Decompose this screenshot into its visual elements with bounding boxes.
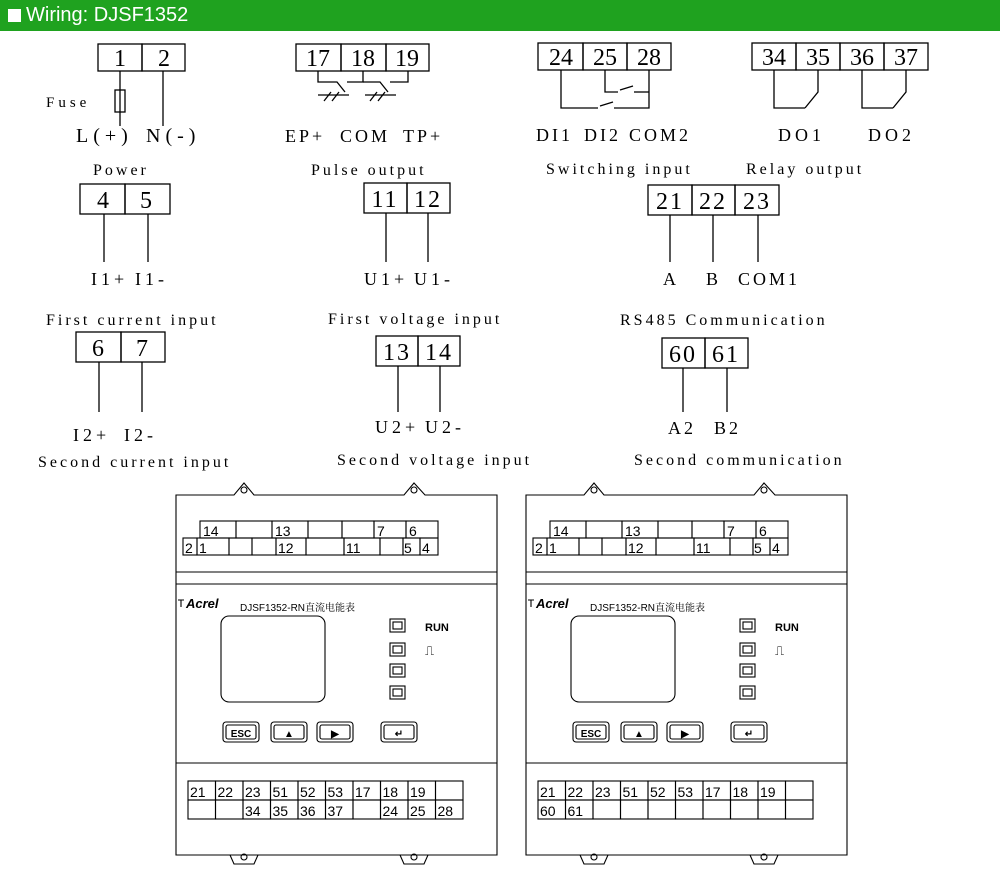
- terminal-number: 25: [410, 803, 426, 819]
- terminal-label: 34: [762, 45, 786, 71]
- mount-hole: [591, 487, 597, 493]
- signal-label: TP+: [403, 126, 444, 146]
- terminal-cell: [758, 800, 786, 819]
- terminal-number: 2: [535, 540, 543, 556]
- second-communication-group: [634, 338, 845, 469]
- terminal-label: 19: [395, 46, 419, 72]
- terminal-cell: [786, 800, 814, 819]
- terminal-number: 2: [185, 540, 193, 556]
- indicator-led: [740, 664, 755, 677]
- terminal-label: 5: [140, 188, 152, 214]
- terminal-number: 5: [754, 540, 762, 556]
- pulse-output-group: [285, 44, 443, 179]
- terminal-cell: [602, 538, 626, 555]
- indicator-led: [740, 619, 755, 632]
- terminal-number: 13: [625, 523, 641, 539]
- terminal-number: 12: [628, 540, 644, 556]
- terminal-label: 22: [699, 189, 727, 215]
- terminal-number: 23: [245, 784, 261, 800]
- mount-hole: [241, 487, 247, 493]
- terminal-number: 22: [567, 784, 584, 800]
- terminal-number: 37: [327, 803, 344, 819]
- terminal-label: 17: [306, 46, 330, 72]
- terminal-label: 11: [371, 187, 399, 213]
- terminal-number: 60: [540, 803, 556, 819]
- terminal-cell: [236, 521, 272, 538]
- terminal-number: 34: [245, 803, 261, 819]
- fuse-label: Fuse: [46, 95, 91, 111]
- indicator-led: [390, 686, 405, 699]
- signal-label: COM1: [738, 269, 801, 289]
- signal-label: DO1: [778, 125, 825, 145]
- terminal-number: 13: [275, 523, 291, 539]
- signal-label: COM2: [629, 125, 692, 145]
- terminal-number: 6: [759, 523, 767, 539]
- signal-label: U2-: [425, 417, 465, 437]
- meters-group: [176, 483, 847, 864]
- indicator-led-inner: [393, 646, 402, 653]
- indicator-led-inner: [393, 622, 402, 629]
- terminal-cell: [586, 521, 622, 538]
- terminal-cell: [692, 521, 724, 538]
- terminal-cell: [676, 800, 704, 819]
- signal-label: U2+: [375, 417, 420, 437]
- terminal-cell: [731, 800, 759, 819]
- terminal-number: 61: [567, 803, 584, 819]
- terminal-label: 24: [549, 45, 573, 71]
- lcd-screen: [571, 616, 675, 702]
- terminal-cell: [216, 800, 244, 819]
- terminal-number: 12: [278, 540, 294, 556]
- terminal-label: 7: [136, 336, 148, 362]
- terminal-number: 17: [355, 784, 371, 800]
- terminal-label: 6: [92, 336, 104, 362]
- terminal-number: 21: [190, 784, 206, 800]
- terminal-number: 4: [422, 540, 430, 556]
- terminal-number: 11: [346, 540, 361, 556]
- up-button[interactable]: ▲: [634, 729, 644, 740]
- section-caption: Power: [93, 162, 149, 179]
- signal-label: I1-: [135, 269, 168, 289]
- model-label: DJSF1352-RN直流电能表: [590, 603, 706, 614]
- terminal-cell: [621, 800, 649, 819]
- esc-button[interactable]: ESC: [580, 729, 602, 740]
- pulse-icon: ⎍: [775, 643, 785, 658]
- indicator-led-inner: [743, 622, 752, 629]
- relay-output-group: [746, 43, 928, 178]
- terminal-label: 23: [743, 189, 771, 215]
- terminal-number: 24: [382, 803, 399, 819]
- terminal-label: 14: [425, 340, 453, 366]
- terminal-number: 6: [409, 523, 417, 539]
- brand-mark-icon: [178, 600, 184, 607]
- brand-mark-icon: [528, 600, 534, 607]
- up-button[interactable]: ▲: [284, 729, 294, 740]
- terminal-cell: [656, 538, 694, 555]
- terminal-cell: [786, 781, 814, 800]
- signal-label: L(+): [76, 125, 133, 147]
- esc-button[interactable]: ESC: [230, 729, 252, 740]
- enter-button[interactable]: ↵: [394, 729, 404, 740]
- terminal-cell: [188, 800, 216, 819]
- terminal-cell: [353, 800, 381, 819]
- signal-label: B2: [714, 418, 742, 438]
- section-caption: Relay output: [746, 161, 865, 178]
- mount-hole: [411, 487, 417, 493]
- terminal-label: 13: [383, 340, 411, 366]
- brand-logo: Acrel: [186, 596, 219, 611]
- indicator-led-inner: [393, 667, 402, 674]
- terminal-cell: [380, 538, 403, 555]
- signal-label: EP+: [285, 126, 326, 146]
- right-button[interactable]: ▶: [681, 729, 689, 740]
- terminal-cell: [579, 538, 602, 555]
- terminal-number: 7: [727, 523, 735, 539]
- first-current-group: [46, 184, 219, 329]
- terminal-number: 53: [677, 784, 694, 800]
- terminal-label: 37: [894, 45, 918, 71]
- first-voltage-group: [328, 183, 502, 328]
- indicator-led: [740, 643, 755, 656]
- terminal-number: 1: [549, 540, 557, 556]
- terminal-cell: [436, 781, 464, 800]
- terminal-number: 11: [696, 540, 711, 556]
- terminal-cell: [252, 538, 276, 555]
- terminal-number: 52: [300, 784, 316, 800]
- terminal-cell: [648, 800, 676, 819]
- terminal-label: 35: [806, 45, 830, 71]
- terminal-number: 18: [732, 784, 749, 800]
- signal-label: I1+: [91, 269, 129, 289]
- signal-label: A: [663, 269, 676, 289]
- terminal-number: 18: [382, 784, 399, 800]
- signal-label: I2-: [124, 425, 157, 445]
- switching-input-group: [536, 43, 693, 178]
- mount-hole: [761, 487, 767, 493]
- meter-2: [526, 483, 847, 864]
- section-caption: Switching input: [546, 161, 693, 178]
- terminal-number: 19: [410, 784, 426, 800]
- indicator-led: [390, 643, 405, 656]
- terminal-cell: [593, 800, 621, 819]
- terminal-number: 51: [272, 784, 289, 800]
- terminal-label: 60: [669, 342, 697, 368]
- signal-label: I2+: [73, 425, 111, 445]
- signal-label: A2: [668, 418, 696, 438]
- power-group: [46, 44, 200, 179]
- meter-1: [176, 483, 497, 864]
- terminal-cell: [342, 521, 374, 538]
- rs485-group: [620, 185, 828, 329]
- terminal-label: 36: [850, 45, 874, 71]
- signal-label: DO2: [868, 125, 915, 145]
- terminal-number: 1: [199, 540, 207, 556]
- terminal-number: 21: [540, 784, 556, 800]
- terminal-label: 1: [114, 46, 126, 72]
- signal-label: U1-: [414, 269, 454, 289]
- terminal-number: 36: [300, 803, 316, 819]
- terminal-number: 53: [327, 784, 344, 800]
- terminal-cell: [229, 538, 252, 555]
- terminal-number: 51: [622, 784, 639, 800]
- signal-label: B: [706, 269, 719, 289]
- signal-label: U1+: [364, 269, 409, 289]
- terminal-label: 12: [414, 187, 442, 213]
- terminal-cell: [658, 521, 692, 538]
- section-caption: First voltage input: [328, 311, 503, 328]
- terminal-cell: [703, 800, 731, 819]
- indicator-led: [740, 686, 755, 699]
- terminal-number: 14: [203, 523, 219, 539]
- terminal-label: 2: [158, 46, 170, 72]
- lcd-screen: [221, 616, 325, 702]
- section-caption: Second current input: [38, 454, 232, 471]
- indicator-led: [390, 619, 405, 632]
- run-label: RUN: [425, 622, 449, 634]
- brand-logo: Acrel: [536, 596, 569, 611]
- run-label: RUN: [775, 622, 799, 634]
- section-caption: RS485 Communication: [620, 312, 828, 329]
- terminal-label: 18: [351, 46, 375, 72]
- page-title: Wiring: DJSF1352: [26, 4, 189, 26]
- second-voltage-group: [337, 336, 532, 469]
- indicator-led-inner: [743, 667, 752, 674]
- signal-label: N(-): [146, 125, 201, 147]
- terminal-number: 35: [272, 803, 289, 819]
- terminal-number: 14: [553, 523, 569, 539]
- indicator-led-inner: [743, 689, 752, 696]
- terminal-number: 23: [595, 784, 611, 800]
- pulse-icon: ⎍: [425, 643, 435, 658]
- terminal-number: 5: [404, 540, 412, 556]
- right-button[interactable]: ▶: [331, 729, 339, 740]
- second-current-group: [38, 332, 231, 471]
- terminal-cell: [308, 521, 342, 538]
- signal-label: COM: [340, 126, 391, 146]
- terminal-number: 17: [705, 784, 721, 800]
- signal-label: DI1: [536, 125, 573, 145]
- terminal-label: 4: [97, 188, 109, 214]
- section-caption: Second voltage input: [337, 452, 533, 469]
- terminal-label: 61: [712, 342, 740, 368]
- model-label: DJSF1352-RN直流电能表: [240, 603, 356, 614]
- terminal-number: 28: [437, 803, 454, 819]
- terminal-cell: [306, 538, 344, 555]
- terminal-number: 52: [650, 784, 666, 800]
- terminal-number: 19: [760, 784, 776, 800]
- enter-button[interactable]: ↵: [744, 729, 754, 740]
- terminal-number: 7: [377, 523, 385, 539]
- terminal-number: 4: [772, 540, 780, 556]
- terminal-number: 22: [217, 784, 234, 800]
- section-caption: Second communication: [634, 452, 845, 469]
- terminal-cell: [730, 538, 753, 555]
- terminal-label: 25: [593, 45, 617, 71]
- indicator-led: [390, 664, 405, 677]
- terminal-label: 21: [656, 189, 684, 215]
- section-caption: First current input: [46, 312, 219, 329]
- indicator-led-inner: [743, 646, 752, 653]
- signal-label: DI2: [584, 125, 621, 145]
- indicator-led-inner: [393, 689, 402, 696]
- terminal-label: 28: [637, 45, 661, 71]
- section-caption: Pulse output: [311, 162, 427, 179]
